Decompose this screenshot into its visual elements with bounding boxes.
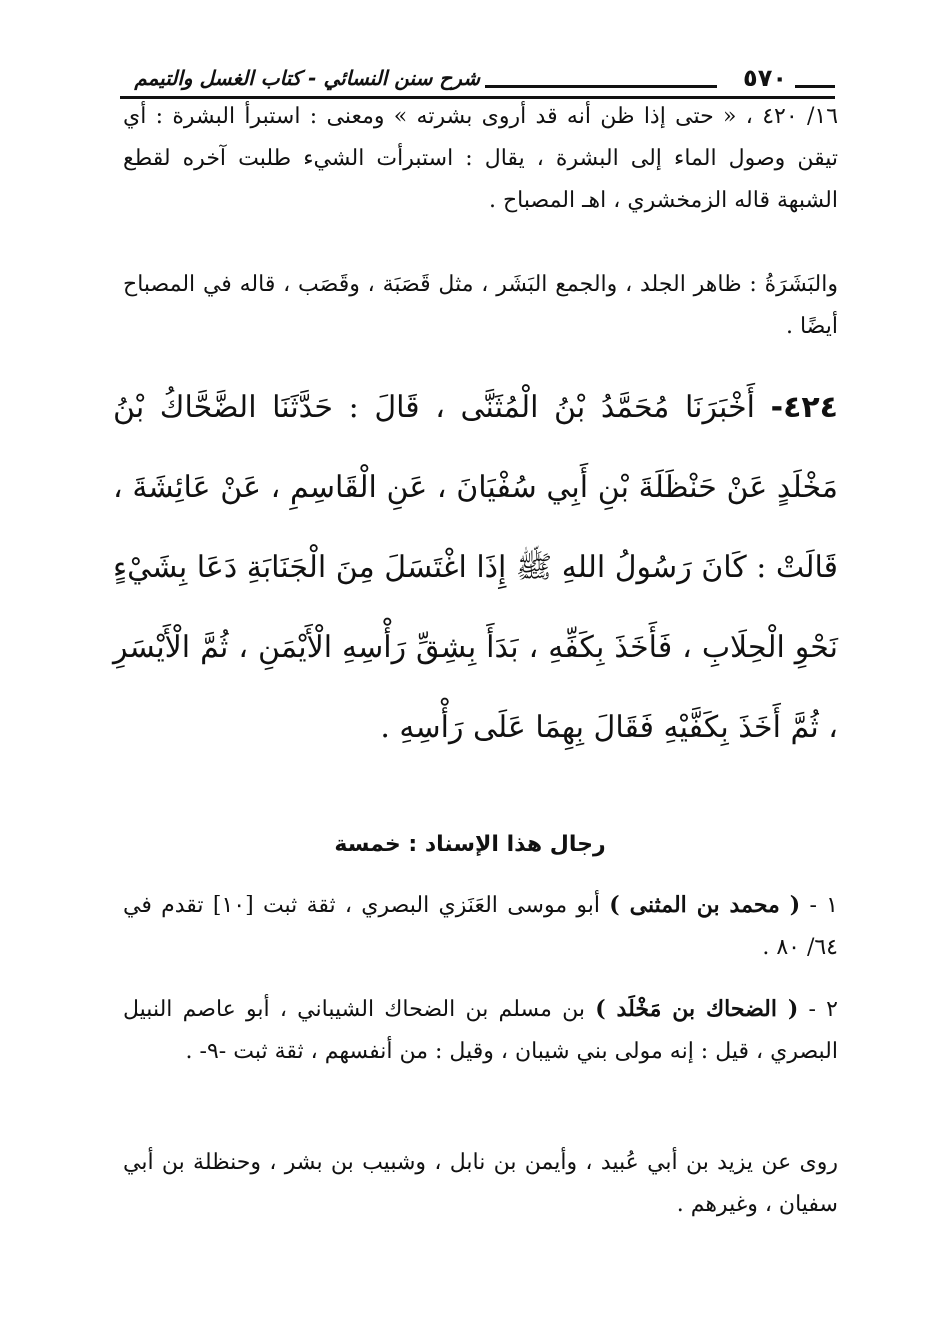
- narrator-2-details: بن مسلم بن الضحاك الشيباني ، أبو عاصم النبيل البصري ، قيل : إنه مولى بني شيبان ، وقيل : من أنفسهم ، ثقة ثبت -٩- .: [123, 997, 838, 1064]
- narrator-1-details: أبو موسى العَنَزي البصري ، ثقة ثبت [١٠] تقدم في ٦٤/ ٨٠ .: [123, 893, 838, 960]
- narrator-1: [123, 884, 838, 969]
- narrator-2-number: ٢ -: [798, 997, 838, 1022]
- note-paragraph-2: والبَشَرَةُ : ظاهر الجلد ، والجمع البَشَر ، مثل قَصَبَة ، وقَصَب ، قاله في المصباح أيضًا .: [123, 272, 838, 339]
- hadith-number: ٤٢٤-: [770, 390, 838, 425]
- note-paragraph-1: ١٦/ ٤٢٠ ، « حتى إذا ظن أنه قد أروى بشرته » ومعنى : استبرأ البشرة : أي تيقن وصول الماء إلى البشرة ، يقال : استبرأت الشيء طلبت آخره لقطع الشبهة قاله الزمخشري ، اهـ المصباح .: [123, 104, 839, 213]
- header-rule-short: [795, 85, 835, 88]
- running-title: شرح سنن النسائي - كتاب الغسل والتيمم: [134, 66, 480, 90]
- section-heading: رجال هذا الإسناد : خمسة: [334, 832, 606, 857]
- hadith-text: أَخْبَرَنَا مُحَمَّدُ بْنُ الْمُثَنَّى ، قَالَ : حَدَّثَنَا الضَّحَّاكُ بْنُ مَخْلَدٍ عَنْ حَنْظَلَةَ بْنِ أَبِي سُفْيَانَ ، عَنِ الْقَاسِمِ ، عَنْ عَائِشَةَ ، قَالَتْ : كَانَ رَسُولُ اللهِ ﷺ إِذَا اغْتَسَلَ مِنَ الْجَنَابَةِ دَعَا بِشَيْءٍ نَحْوِ الْحِلَابِ ، فَأَخَذَ بِكَفِّهِ ، بَدَأَ بِشِقِّ رَأْسِهِ الْأَيْمَنِ ، ثُمَّ الْأَيْسَرِ ، ثُمَّ أَخَذَ بِكَفَّيْهِ فَقَالَ بِهِمَا عَلَى رَأْسِهِ .: [113, 390, 838, 745]
- hadith-text-block: [113, 368, 838, 768]
- narrator-1-number: ١ -: [800, 893, 838, 918]
- narrator-2-students: روى عن يزيد بن أبي عُبيد ، وأيمن بن نابل ، وشبيب بن بشر ، وحنظلة بن أبي سفيان ، وغيرهم .: [123, 1150, 838, 1217]
- narrator-1-name: ( محمد بن المثنى ): [609, 892, 801, 918]
- narrator-2: [123, 988, 838, 1073]
- page-number: ٥٧٠: [743, 64, 787, 92]
- header-rule-mid: [485, 85, 717, 88]
- narrator-2-name: ( الضحاك بن مَخْلَد ): [595, 996, 799, 1022]
